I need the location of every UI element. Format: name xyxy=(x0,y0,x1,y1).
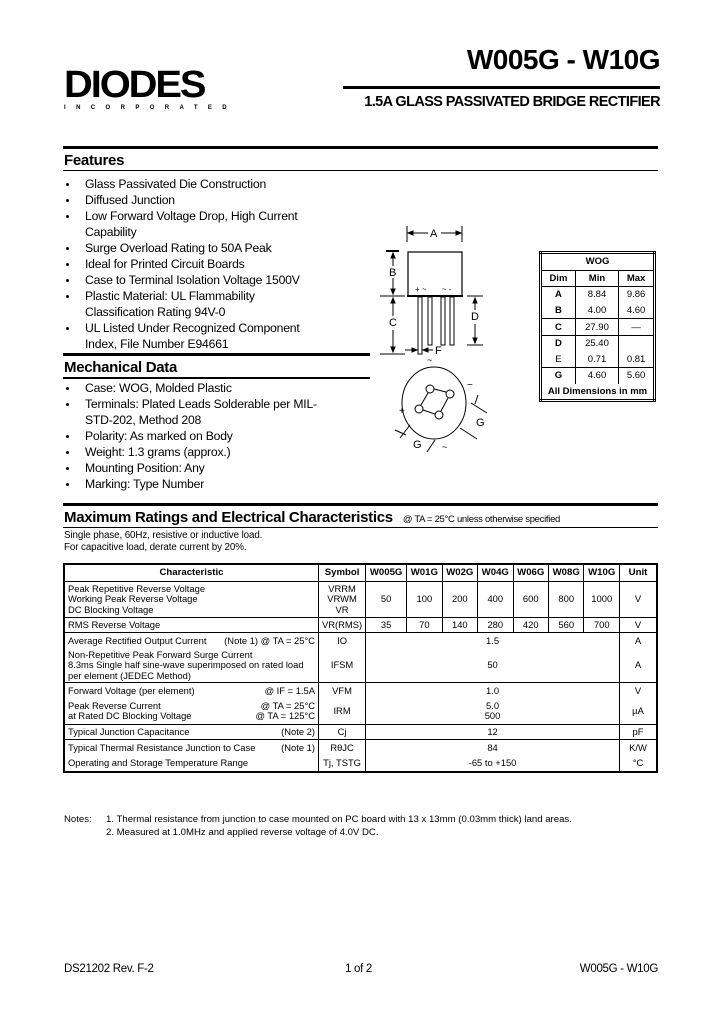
value-cell: 100 xyxy=(407,582,442,618)
value-cell: 1.5 xyxy=(366,633,620,649)
unit-cell: V xyxy=(620,618,658,633)
min-cell: 25.40 xyxy=(575,335,618,351)
condition: @ TA = 25°C xyxy=(260,699,315,711)
value-cell: 700 xyxy=(584,618,620,633)
mechanical-title: Mechanical Data xyxy=(64,359,178,376)
value-cell: 50 xyxy=(366,649,620,683)
col-header: W005G xyxy=(366,564,407,582)
list-item: Marking: Type Number xyxy=(64,476,324,492)
value-cell: 1.0 xyxy=(366,683,620,699)
min-cell: 4.60 xyxy=(575,368,618,384)
value-cell: 35 xyxy=(366,618,407,633)
char-text: at Rated DC Blocking Voltage xyxy=(68,710,192,722)
max-cell: 9.86 xyxy=(619,287,655,303)
list-item: Plastic Material: UL Flammability Classification Rating 94V-0 xyxy=(64,288,324,320)
unit-cell: µA xyxy=(620,699,658,725)
col-header: Characteristic xyxy=(159,566,224,578)
char-text: per element (JEDEC Method) xyxy=(68,669,191,681)
value-cell: 1000 xyxy=(584,582,620,618)
min-cell: 4.00 xyxy=(575,303,618,319)
symbol: IO xyxy=(319,633,366,649)
condition: (Note 1) @ TA = 25°C xyxy=(224,634,315,646)
char-text: Average Rectified Output Current xyxy=(68,634,207,646)
table-row xyxy=(64,756,657,772)
footer-page-number: 1 of 2 xyxy=(345,963,372,975)
package-name: WOG xyxy=(541,253,655,271)
table-row xyxy=(64,725,657,740)
value-cell: -65 to +150 xyxy=(366,756,620,772)
char-text: Peak Repetitive Reverse Voltage xyxy=(68,582,206,594)
notes-label: Notes: xyxy=(64,814,92,825)
svg-text:F: F xyxy=(435,345,442,357)
unit-cell: pF xyxy=(620,725,658,740)
unit-cell: K/W xyxy=(620,740,658,756)
condition: @ IF = 1.5A xyxy=(264,684,315,696)
symbol: VR xyxy=(335,603,349,615)
svg-text:A: A xyxy=(430,228,438,240)
max-cell: 0.81 xyxy=(619,352,655,368)
note-item: 1. Thermal resistance from junction to case mounted on PC board with 13 x 13mm (0.03mm thick) land areas. xyxy=(106,814,572,825)
diodes-logo xyxy=(64,64,238,111)
svg-text:~ -: ~ - xyxy=(442,285,452,294)
value-cell: 5.0 xyxy=(486,699,500,711)
dim-cell: C xyxy=(541,319,576,336)
unit-cell: V xyxy=(620,582,658,618)
ratings-condition: @ TA = 25°C unless otherwise specified xyxy=(402,514,561,525)
svg-text:G: G xyxy=(476,417,485,429)
dim-cell: D xyxy=(554,338,562,350)
symbol: VRRM xyxy=(328,582,356,594)
char-text: Peak Reverse Current xyxy=(68,699,161,711)
value-cell: 420 xyxy=(513,618,548,633)
symbol: IRM xyxy=(319,699,366,725)
ratings-conditions-text xyxy=(64,530,262,554)
ratings-table xyxy=(63,563,658,773)
svg-text:−: − xyxy=(467,380,473,391)
symbol: IFSM xyxy=(319,649,366,683)
svg-text:B: B xyxy=(389,267,397,279)
col-header: W04G xyxy=(478,564,513,582)
unit-cell: V xyxy=(620,683,658,699)
list-item: Case to Terminal Isolation Voltage 1500V xyxy=(64,272,324,288)
col-header: W10G xyxy=(584,564,620,582)
symbol: VR(RMS) xyxy=(319,618,366,633)
max-cell: — xyxy=(619,319,655,336)
char-text: Typical Thermal Resistance Junction to Case xyxy=(68,741,256,753)
symbol: RθJC xyxy=(319,740,366,756)
value-cell: 12 xyxy=(366,725,620,740)
footer-doc-id: DS21202 Rev. F-2 xyxy=(64,963,154,975)
logo-subtext: INCORPORATED xyxy=(64,105,238,111)
svg-text:C: C xyxy=(389,317,397,329)
features-list xyxy=(64,176,324,352)
value-cell: 200 xyxy=(442,582,477,618)
table-row xyxy=(64,582,657,618)
value-cell: 800 xyxy=(548,582,583,618)
value-cell: 70 xyxy=(407,618,442,633)
svg-text:+ ~: + ~ xyxy=(415,285,427,294)
col-header: W02G xyxy=(442,564,477,582)
char-text: RMS Reverse Voltage xyxy=(64,618,319,633)
col-header: Max xyxy=(619,270,655,287)
svg-text:+: + xyxy=(399,406,405,417)
min-cell: 27.90 xyxy=(575,319,618,336)
col-header: Unit xyxy=(620,564,658,582)
footer-part: W005G - W10G xyxy=(579,963,658,975)
list-item: Surge Overload Rating to 50A Peak xyxy=(64,240,324,256)
logo-text: DIODES xyxy=(64,64,205,106)
unit-cell: °C xyxy=(620,756,658,772)
svg-text:G: G xyxy=(413,439,422,451)
min-cell: 8.84 xyxy=(575,287,618,303)
max-cell xyxy=(619,335,655,351)
char-text: Operating and Storage Temperature Range xyxy=(68,756,249,768)
value-cell: 280 xyxy=(478,618,513,633)
symbol: Tj, TSTG xyxy=(319,756,366,772)
value-cell: 560 xyxy=(548,618,583,633)
dim-cell: G xyxy=(554,370,563,382)
table-row xyxy=(64,633,657,649)
char-text: DC Blocking Voltage xyxy=(68,603,154,615)
symbol: VRWM xyxy=(327,593,357,605)
table-row xyxy=(64,618,657,633)
table-row xyxy=(64,699,657,725)
condition: (Note 1) xyxy=(281,741,315,753)
mechanical-heading xyxy=(63,353,370,379)
list-item: Low Forward Voltage Drop, High Current Capability xyxy=(64,208,324,240)
symbol: VFM xyxy=(319,683,366,699)
dimensions-table xyxy=(539,251,656,402)
char-text: Working Peak Reverse Voltage xyxy=(68,593,198,605)
ratings-heading xyxy=(63,503,658,528)
col-header: W08G xyxy=(548,564,583,582)
page-subtitle: 1.5A GLASS PASSIVATED BRIDGE RECTIFIER xyxy=(364,94,660,110)
svg-text:D: D xyxy=(471,311,479,323)
char-text: Typical Junction Capacitance xyxy=(68,725,190,737)
list-item: Case: WOG, Molded Plastic xyxy=(64,380,324,396)
value-cell: 600 xyxy=(513,582,548,618)
col-header: W06G xyxy=(513,564,548,582)
col-header: Dim xyxy=(541,270,576,287)
note-item: 2. Measured at 1.0MHz and applied reverse voltage of 4.0V DC. xyxy=(106,827,379,838)
char-text: Forward Voltage (per element) xyxy=(68,684,195,696)
condition-line-1: Single phase, 60Hz, resistive or inductive load. xyxy=(64,530,263,541)
dim-cell: B xyxy=(541,303,576,319)
value-cell: 500 xyxy=(484,710,501,722)
max-cell: 5.60 xyxy=(619,368,655,384)
char-text: 8.3ms Single half sine-wave superimposed on rated load xyxy=(68,659,304,670)
package-outline-diagram xyxy=(375,220,535,460)
table-row xyxy=(64,683,657,699)
min-cell: 0.71 xyxy=(575,352,618,368)
list-item: Ideal for Printed Circuit Boards xyxy=(64,256,324,272)
condition: (Note 2) xyxy=(281,725,315,737)
symbol: Cj xyxy=(319,725,366,740)
list-item: Glass Passivated Die Construction xyxy=(64,176,324,192)
list-item: Weight: 1.3 grams (approx.) xyxy=(64,444,324,460)
dimensions-footer: All Dimensions in mm xyxy=(547,386,648,398)
table-row xyxy=(64,649,657,683)
unit-cell: A xyxy=(620,649,658,683)
unit-cell: A xyxy=(620,633,658,649)
col-header: Symbol xyxy=(319,564,366,582)
svg-text:~: ~ xyxy=(427,355,433,365)
col-header: Min xyxy=(575,270,618,287)
dim-cell: A xyxy=(554,289,562,301)
list-item: UL Listed Under Recognized Component Index, File Number E94661 xyxy=(64,320,324,352)
list-item: Terminals: Plated Leads Solderable per MIL-STD-202, Method 208 xyxy=(64,396,324,428)
char-text: Non-Repetitive Peak Forward Surge Current xyxy=(68,648,253,660)
ratings-title: Maximum Ratings and Electrical Characteristics xyxy=(64,509,393,526)
condition-line-2: For capacitive load, derate current by 20%. xyxy=(64,542,247,553)
features-title: Features xyxy=(64,152,125,169)
value-cell: 84 xyxy=(366,740,620,756)
list-item: Polarity: As marked on Body xyxy=(64,428,324,444)
features-heading xyxy=(63,146,658,171)
list-item: Diffused Junction xyxy=(64,192,324,208)
dim-cell: E xyxy=(541,352,576,368)
mechanical-list xyxy=(64,380,324,492)
table-row xyxy=(64,740,657,756)
title-rule xyxy=(343,86,660,89)
list-item: Mounting Position: Any xyxy=(64,460,324,476)
condition: @ TA = 125°C xyxy=(255,710,315,722)
value-cell: 50 xyxy=(366,582,407,618)
col-header: W01G xyxy=(407,564,442,582)
svg-text:~: ~ xyxy=(442,442,448,452)
value-cell: 400 xyxy=(478,582,513,618)
page-title: W005G - W10G xyxy=(466,44,660,75)
value-cell: 140 xyxy=(442,618,477,633)
max-cell: 4.60 xyxy=(619,303,655,319)
